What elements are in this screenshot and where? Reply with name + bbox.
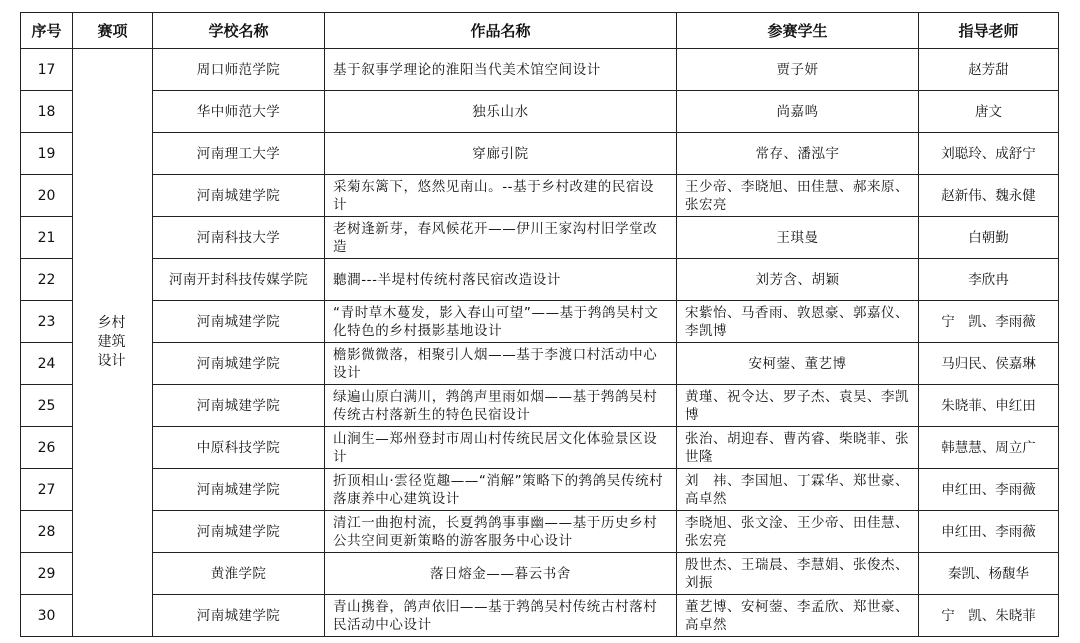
teacher-names: 朱晓菲、申红田 [919, 385, 1059, 427]
student-names: 宋紫怡、马香雨、敦恩豪、郭嘉仪、李凯博 [677, 301, 919, 343]
teacher-names: 白朝勤 [919, 217, 1059, 259]
student-names: 贾子妍 [677, 49, 919, 91]
work-title: 青山携眷，鸽声依旧——基于鹁鸽吴村传统古村落村民活动中心设计 [325, 595, 677, 637]
school-name: 河南城建学院 [153, 469, 325, 511]
category-label: 乡村建筑设计 [97, 315, 126, 369]
row-no: 20 [21, 175, 73, 217]
header-school: 学校名称 [153, 13, 325, 49]
table-row [21, 301, 1059, 343]
work-title: 绿遍山原白满川，鹁鸽声里雨如烟——基于鹁鸽吴村传统古村落新生的特色民宿设计 [325, 385, 677, 427]
teacher-names: 唐文 [919, 91, 1059, 133]
header-no: 序号 [21, 13, 73, 49]
category-cell [73, 49, 153, 637]
table-row [21, 385, 1059, 427]
student-names: 王琪曼 [677, 217, 919, 259]
student-names: 董艺博、安柯蓥、李孟欣、郑世豪、高卓然 [677, 595, 919, 637]
work-title: 老树逢新芽，春风候花开——伊川王家沟村旧学堂改造 [325, 217, 677, 259]
student-names: 刘 祎、李国旭、丁霖华、郑世豪、高卓然 [677, 469, 919, 511]
work-title: 山涧生—郑州登封市周山村传统民居文化体验景区设计 [325, 427, 677, 469]
student-names: 常存、潘泓宇 [677, 133, 919, 175]
student-names: 安柯蓥、董艺博 [677, 343, 919, 385]
teacher-names: 刘聪玲、成舒宁 [919, 133, 1059, 175]
student-names: 王少帝、李晓旭、田佳慧、郝来原、张宏亮 [677, 175, 919, 217]
school-name: 黄淮学院 [153, 553, 325, 595]
row-no: 27 [21, 469, 73, 511]
work-title: 聽澗---半堤村传统村落民宿改造设计 [325, 259, 677, 301]
row-no: 23 [21, 301, 73, 343]
school-name: 河南开封科技传媒学院 [153, 259, 325, 301]
student-names: 黄瑾、祝令达、罗子杰、袁昊、李凯博 [677, 385, 919, 427]
row-no: 29 [21, 553, 73, 595]
student-names: 刘芳含、胡颖 [677, 259, 919, 301]
school-name: 河南理工大学 [153, 133, 325, 175]
header-row [21, 13, 1059, 49]
table-row [21, 427, 1059, 469]
school-name: 河南城建学院 [153, 511, 325, 553]
row-no: 22 [21, 259, 73, 301]
header-teachers: 指导老师 [919, 13, 1059, 49]
row-no: 24 [21, 343, 73, 385]
row-no: 28 [21, 511, 73, 553]
teacher-names: 马归民、侯嘉琳 [919, 343, 1059, 385]
teacher-names: 秦凯、杨馥华 [919, 553, 1059, 595]
work-title: 穿廊引院 [325, 133, 677, 175]
table-row [21, 511, 1059, 553]
teacher-names: 赵新伟、魏永健 [919, 175, 1059, 217]
teacher-names: 申红田、李雨薇 [919, 511, 1059, 553]
table-row [21, 49, 1059, 91]
teacher-names: 李欣冉 [919, 259, 1059, 301]
work-title: 基于叙事学理论的淮阳当代美术馆空间设计 [325, 49, 677, 91]
work-title: 落日熔金——暮云书舍 [325, 553, 677, 595]
teacher-names: 宁 凯、朱晓菲 [919, 595, 1059, 637]
work-title: 采菊东篱下，悠然见南山。--基于乡村改建的民宿设计 [325, 175, 677, 217]
row-no: 18 [21, 91, 73, 133]
table-row [21, 343, 1059, 385]
school-name: 河南城建学院 [153, 385, 325, 427]
work-title: “青时草木蔓发，影入春山可望”——基于鹁鸽吴村文化特色的乡村摄影基地设计 [325, 301, 677, 343]
table-row [21, 175, 1059, 217]
table-row [21, 91, 1059, 133]
school-name: 周口师范学院 [153, 49, 325, 91]
school-name: 河南城建学院 [153, 595, 325, 637]
table-row [21, 259, 1059, 301]
header-work: 作品名称 [325, 13, 677, 49]
work-title: 檐影微微落，相聚引人烟——基于李渡口村活动中心设计 [325, 343, 677, 385]
table-row [21, 217, 1059, 259]
table-row [21, 595, 1059, 637]
student-names: 张治、胡迎春、曹芮睿、柴晓菲、张世隆 [677, 427, 919, 469]
school-name: 河南城建学院 [153, 301, 325, 343]
row-no: 25 [21, 385, 73, 427]
teacher-names: 宁 凯、李雨薇 [919, 301, 1059, 343]
table-row [21, 469, 1059, 511]
student-names: 殷世杰、王瑞晨、李慧娟、张俊杰、刘振 [677, 553, 919, 595]
row-no: 19 [21, 133, 73, 175]
student-names: 尚嘉鸣 [677, 91, 919, 133]
school-name: 河南城建学院 [153, 175, 325, 217]
school-name: 中原科技学院 [153, 427, 325, 469]
row-no: 17 [21, 49, 73, 91]
table-row [21, 133, 1059, 175]
teacher-names: 韩慧慧、周立广 [919, 427, 1059, 469]
school-name: 河南城建学院 [153, 343, 325, 385]
student-names: 李晓旭、张文淦、王少帝、田佳慧、张宏亮 [677, 511, 919, 553]
table-row [21, 553, 1059, 595]
work-title: 折顶相山·雲径览趣——“消解”策略下的鹁鸽吴传统村落康养中心建筑设计 [325, 469, 677, 511]
row-no: 26 [21, 427, 73, 469]
row-no: 21 [21, 217, 73, 259]
awards-table [20, 12, 1059, 637]
row-no: 30 [21, 595, 73, 637]
header-students: 参赛学生 [677, 13, 919, 49]
teacher-names: 申红田、李雨薇 [919, 469, 1059, 511]
school-name: 华中师范大学 [153, 91, 325, 133]
work-title: 独乐山水 [325, 91, 677, 133]
header-category: 赛项 [73, 13, 153, 49]
teacher-names: 赵芳甜 [919, 49, 1059, 91]
school-name: 河南科技大学 [153, 217, 325, 259]
work-title: 清江一曲抱村流，长夏鹁鸽事事幽——基于历史乡村公共空间更新策略的游客服务中心设计 [325, 511, 677, 553]
